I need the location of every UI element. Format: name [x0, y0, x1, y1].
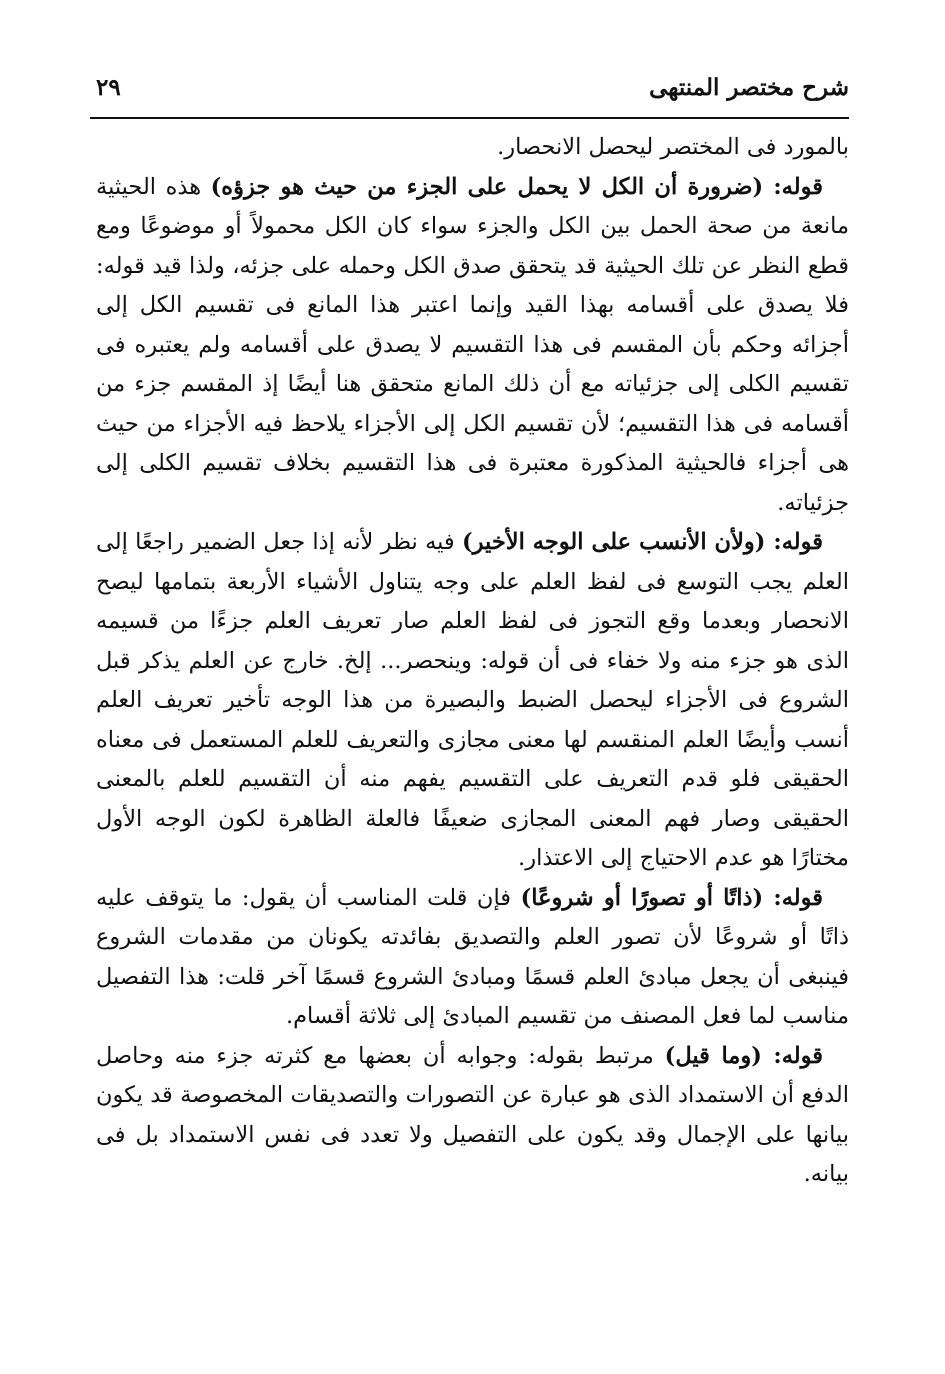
paragraph-lemma: قوله: (ضرورة أن الكل لا يحمل على الجزء من حيث هو جزؤه) [210, 173, 823, 200]
paragraph-continuation [96, 128, 849, 168]
header-divider [90, 117, 849, 119]
paragraph-commentary [96, 523, 849, 879]
paragraph-text: هذه الحيثية مانعة من صحة الحمل بين الكل والجزء سواء كان الكل محمولاً أو موضوعًا ومع قطع النظر عن تلك الحيثية قد يتحقق صدق الكل وحمله على جزئه، ولذا قيد قوله: فلا يصدق على أقسامه بهذا القيد وإنما اعتبر هذا المانع فى تقسيم الكل إلى أجزائه وحكم بأن المقسم فى هذا التقسيم لا يصدق على أقسامه ولم يعتبره فى تقسيم الكلى إلى جزئياته مع أن ذلك المانع متحقق هنا أيضًا إذ المقسم جزء من أقسامه فى هذا التقسيم؛ لأن تقسيم الكل إلى الأجزاء يلاحظ فيه الأجزاء من حيث هى أجزاء فالحيثية المذكورة معتبرة فى هذا التقسيم بخلاف تقسيم الكلى إلى جزئياته. [96, 173, 849, 516]
paragraph-text: فإن قلت المناسب أن يقول: ما يتوقف عليه ذاتًا أو شروعًا لأن تصور العلم والتصديق بفائدته يكونان من مقدمات الشروع فينبغى أن يجعل مبادئ العلم قسمًا ومبادئ الشروع قسمًا آخر قلت: هذا التفصيل مناسب لما فعل المصنف من تقسيم المبادئ إلى ثلاثة أقسام. [96, 884, 849, 1029]
running-header [90, 70, 849, 110]
paragraph-commentary [96, 879, 849, 1037]
paragraph-lemma: قوله: (ذاتًا أو تصورًا أو شروعًا) [520, 884, 823, 911]
paragraph-text: بالمورد فى المختصر ليحصل الانحصار. [497, 134, 849, 160]
paragraph-text: مرتبط بقوله: وجوابه أن بعضها مع كثرته جزء منه وحاصل الدفع أن الاستمداد الذى هو عبارة عن التصورات والتصديقات المخصوصة قد يكون بيانها على الإجمال وقد يكون على التفصيل ولا تعدد فى نفس الاستمداد بل فى بيانه. [96, 1042, 849, 1187]
paragraph-lemma: قوله: (ولأن الأنسب على الوجه الأخير) [461, 529, 823, 555]
paragraph-commentary [96, 168, 849, 524]
page-number: ٢٩ [96, 74, 121, 101]
paragraph-text: فيه نظر لأنه إذا جعل الضمير راجعًا إلى العلم يجب التوسع فى لفظ العلم على وجه يتناول الأشياء الأربعة بتمامها ليصح الانحصار وبعدما وقع التجوز فى لفظ العلم صار تعريف العلم جزءًا من قسيمه الذى هو جزء منه ولا خفاء فى أن قوله: وينحصر... إلخ. خارج عن العلم يذكر قبل الشروع فى الأجزاء ليحصل الضبط والبصيرة من هذا الوجه تأخير تعريف العلم أنسب وأيضًا العلم المنقسم لها معنى مجازى والتعريف للعلم المستعمل فى معناه الحقيقى فلو قدم التعريف على التقسيم يفهم منه أن التقسيم للعلم بالمعنى الحقيقى وصار فهم المعنى المجازى ضعيفًا فالعلة الظاهرة لكون الوجه الأول مختارًا هو عدم الاحتياج إلى الاعتذار. [96, 529, 849, 871]
paragraph-commentary [96, 1037, 849, 1195]
running-title: شرح مختصر المنتهى [649, 74, 849, 101]
commentary-body [96, 128, 849, 1195]
paragraph-lemma: قوله: (وما قيل) [664, 1042, 823, 1069]
